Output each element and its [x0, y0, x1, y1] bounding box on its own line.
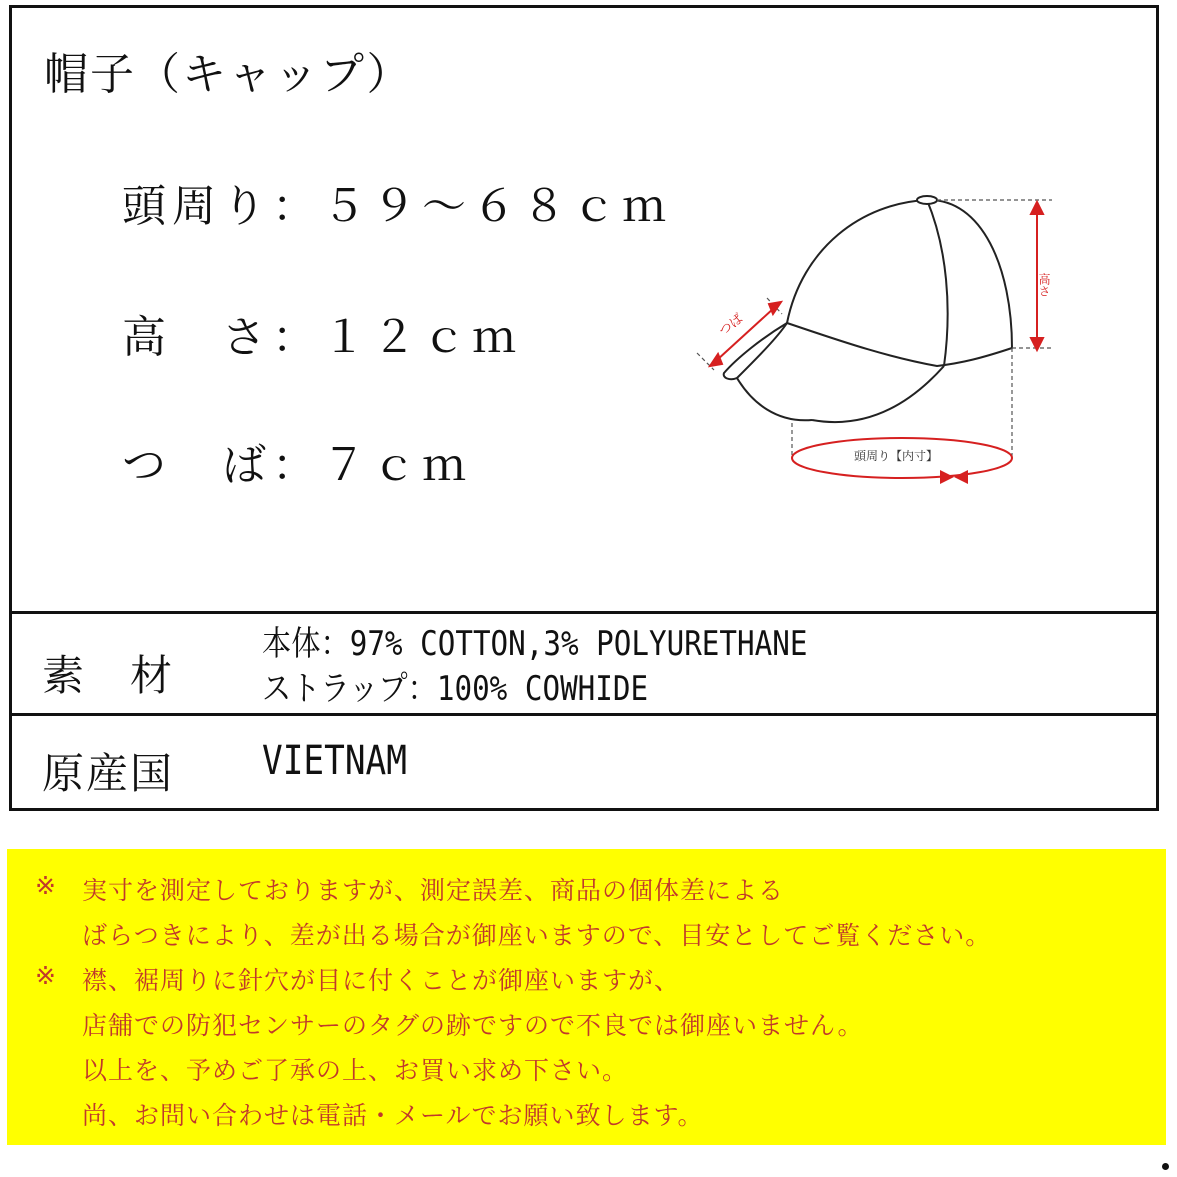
page-title: 帽子（キャップ） [44, 49, 413, 100]
measurement-sep: ： [272, 440, 322, 491]
notice-mark: ※ [35, 961, 56, 990]
spec-box [9, 5, 1159, 811]
measurement-head-circumference [122, 170, 672, 234]
height-label: 高さ [1037, 273, 1051, 297]
measurement-label: つ ば [122, 440, 272, 491]
notice-mark: ※ [35, 871, 56, 900]
circumference-arrowhead [954, 470, 968, 484]
notice-box [7, 849, 1166, 1145]
origin-value: VIETNAM [262, 738, 407, 784]
circumference-arrowhead [940, 470, 954, 484]
measurement-value: ５９～６８ｃｍ [322, 181, 672, 232]
notice-line: 店舗での防犯センサーのタグの跡ですので不良では御座いません。 [82, 1011, 864, 1040]
measurement-label: 高 さ [122, 312, 272, 363]
circumference-label: 頭周り【内寸】 [854, 449, 939, 463]
measurement-value: ７ｃｍ [322, 440, 472, 491]
measurement-sep: ： [272, 181, 322, 232]
measurement-height [122, 301, 522, 365]
notice-line: 尚、お問い合わせは電話・メールでお願い致します。 [82, 1101, 704, 1130]
material-label: 素 材 [42, 651, 175, 700]
material-line: ストラップ：100% COWHIDE [262, 669, 649, 709]
measurement-value: １２ｃｍ [322, 312, 522, 363]
measurement-brim [122, 429, 472, 493]
divider [12, 611, 1156, 614]
notice-line: 襟、裾周りに針穴が目に付くことが御座いますが、 [82, 966, 681, 995]
brim-label: つば [716, 311, 747, 340]
notice-line: 実寸を測定しておりますが、測定誤差、商品の個体差による [82, 876, 785, 905]
material-line: 本体：97% COTTON,3% POLYURETHANE [262, 624, 808, 664]
origin-label: 原産国 [42, 749, 175, 798]
decorative-dot [1162, 1163, 1169, 1170]
notice-line: ばらつきにより、差が出る場合が御座いますので、目安としてご覧ください。 [82, 921, 992, 950]
divider [12, 713, 1156, 716]
cap-diagram [682, 188, 1082, 488]
cap-outline [724, 196, 1012, 422]
notice-line: 以上を、予めご了承の上、お買い求め下さい。 [82, 1056, 629, 1085]
measurement-label: 頭周り [122, 181, 272, 232]
measurement-sep: ： [272, 312, 322, 363]
